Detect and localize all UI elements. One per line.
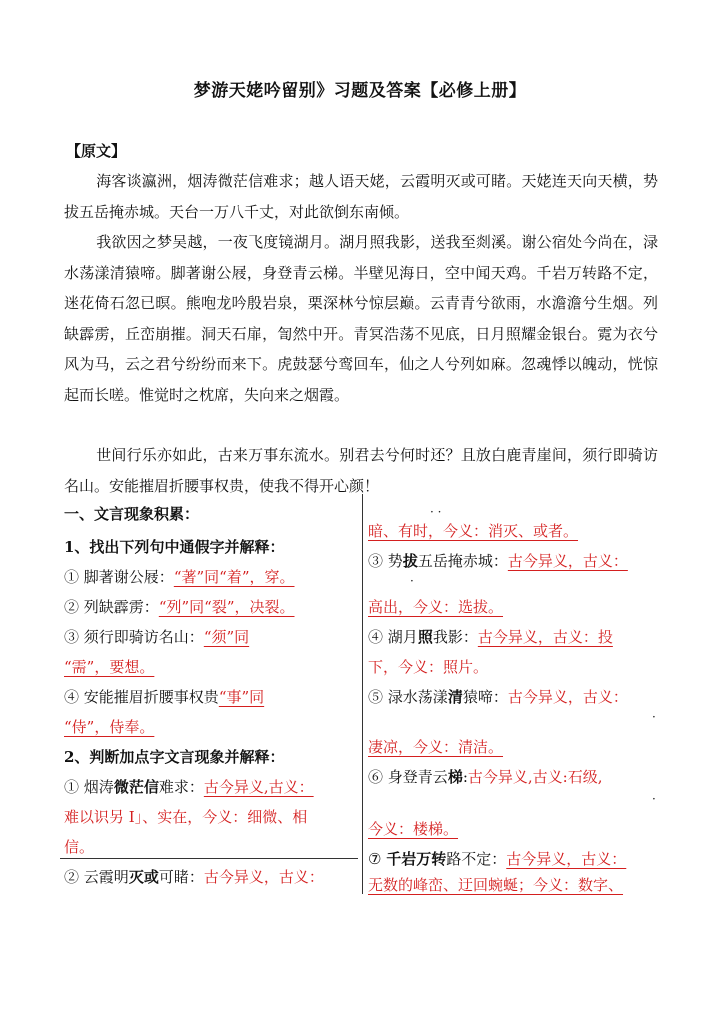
q2-item-2-pre: 云霞明 xyxy=(83,868,129,886)
q2-item-7-post: 路不定： xyxy=(446,850,507,868)
q2-item-4-post: 我影： xyxy=(432,628,478,646)
q1-item-1-num: ① xyxy=(64,568,80,586)
q2-item-7-num: ⑦ xyxy=(368,850,382,868)
emphasis-dot: · xyxy=(652,710,656,724)
q1-item-2-text: 列缺霹雳： xyxy=(83,598,159,616)
paragraph-3-text: 世间行乐亦如此，古来万事东流水。别君去兮何时还？且放白鹿青崖间，须行即骑访名山。安能摧眉折腰事权贵，使我不得开心颜！ xyxy=(64,446,658,495)
q2-item-4 xyxy=(368,626,613,647)
q2-item-1 xyxy=(64,776,314,797)
q2-item-4-answer-2: 下，今义：照片。 xyxy=(368,658,489,676)
original-text-heading: 【原文】 xyxy=(66,142,127,160)
q2-item-4-mark: 照 xyxy=(417,628,433,646)
q2-item-3-pre: 势 xyxy=(387,552,403,570)
q1-item-3-cont: “需”，要想。 xyxy=(64,658,155,676)
q1-item-4-cont: “侍”，侍奉。 xyxy=(64,718,155,736)
q1-item-3 xyxy=(64,626,249,647)
q2-item-6-post: : xyxy=(462,768,468,786)
emphasis-dots: · · xyxy=(430,505,442,519)
original-paragraph-2 xyxy=(64,227,658,410)
q2-item-1-post: 难求： xyxy=(158,778,204,796)
q1-item-4 xyxy=(64,686,264,707)
q2-item-4-pre: 湖月 xyxy=(387,628,418,646)
left-row-rule xyxy=(60,858,358,859)
emphasis-dot: · xyxy=(652,792,656,806)
column-divider xyxy=(362,494,363,894)
q2-item-2-num: ② xyxy=(64,868,80,886)
q1-item-1-answer: “著”同“着”，穿。 xyxy=(173,568,295,586)
q2-item-1-answer-2: 难以识另 I」、实在，今义：细微、相 xyxy=(64,808,308,826)
q1-item-1-text: 脚著谢公屐： xyxy=(83,568,174,586)
q2-item-2 xyxy=(64,866,324,887)
right-cont-0: 暗、有时，今义：消灭、或者。 xyxy=(368,522,579,540)
q2-item-3-mark: 拔 xyxy=(402,552,418,570)
q2-item-1-num: ① xyxy=(64,778,80,796)
q2-item-7 xyxy=(368,848,626,869)
q1-heading: 1、找出下列句中通假字并解释： xyxy=(64,538,285,556)
emphasis-dot: · xyxy=(410,574,414,588)
q2-item-3-answer-2: 高出，今义：选拔。 xyxy=(368,598,504,616)
q2-item-1-answer-3: 信。 xyxy=(64,838,95,856)
document-title: 梦游天姥吟留别》习题及答案【必修上册】 xyxy=(193,81,527,101)
q2-heading: 2、判断加点字文言现象并解释： xyxy=(64,748,285,766)
q1-item-4-answer-1: “事”同 xyxy=(218,688,265,706)
q2-item-3-post: 五岳掩赤城： xyxy=(417,552,508,570)
q1-item-1 xyxy=(64,566,295,587)
q2-item-7-answer-1: 古今异义，古义： xyxy=(506,850,627,868)
q2-item-7-answer-2: 无数的峰峦、迂回蜿蜒；今义：数字、 xyxy=(368,876,624,894)
paragraph-2-text: 我欲因之梦吴越，一夜飞度镜湖月。湖月照我影，送我至剡溪。谢公宿处今尚在，渌水荡漾清猿啼。脚著谢公屐，身登青云梯。半壁见海日，空中闻天鸡。千岩万转路不定，迷花倚石忽已暝。熊咆龙吟殷岩泉，栗深林兮惊层巅。云青青兮欲雨，水澹澹兮生烟。列缺霹雳，丘峦崩摧。洞天石扉，訇然中开。青冥浩荡不见底，日月照耀金银台。霓为衣兮风为马，云之君兮纷纷而来下。虎鼓瑟兮鸾回车，仙之人兮列如麻。忽魂悸以魄动，恍惊起而长嗟。惟觉时之枕席，失向来之烟霞。 xyxy=(64,233,658,404)
q1-item-4-num: ④ xyxy=(64,688,80,706)
q2-item-5-pre: 渌水荡漾 xyxy=(387,688,448,706)
q1-item-2 xyxy=(64,596,295,617)
q2-item-6 xyxy=(368,766,602,787)
q2-item-5-mark: 清 xyxy=(447,688,463,706)
q1-item-3-num: ③ xyxy=(64,628,80,646)
q2-item-2-post: 可睹： xyxy=(158,868,204,886)
q2-item-5-answer-1: 古今异义，古义： xyxy=(507,688,628,706)
q2-item-3-num: ③ xyxy=(368,552,384,570)
q2-item-1-answer-1: 古今异义,古义： xyxy=(203,778,314,796)
q1-item-3-answer-1: “须”同 xyxy=(203,628,250,646)
q2-item-7-mark: 千岩万转 xyxy=(386,850,447,868)
original-paragraph-3 xyxy=(64,440,658,501)
q2-item-4-answer-1: 古今异义，古义：投 xyxy=(477,628,613,646)
q2-item-6-pre: 身登青云 xyxy=(387,768,448,786)
q2-item-6-mark: 梯 xyxy=(447,768,463,786)
q2-item-6-answer-2: 今义：楼梯。 xyxy=(368,820,459,838)
q2-item-3 xyxy=(368,550,628,571)
q2-item-3-answer-1: 古今异义，古义： xyxy=(507,552,628,570)
q2-item-6-num: ⑥ xyxy=(368,768,384,786)
original-paragraph-1 xyxy=(64,166,658,227)
q2-item-6-answer-1: 古今异义,古义:石级, xyxy=(467,768,603,786)
q2-item-4-num: ④ xyxy=(368,628,384,646)
q2-item-2-mark: 灭或 xyxy=(128,868,159,886)
q2-item-5-post: 猿啼： xyxy=(462,688,508,706)
q2-item-1-mark: 微茫信 xyxy=(113,778,159,796)
q2-item-5 xyxy=(368,686,628,707)
q2-item-1-pre: 烟涛 xyxy=(83,778,114,796)
q1-item-2-num: ② xyxy=(64,598,80,616)
paragraph-1-text: 海客谈瀛洲，烟涛微茫信难求；越人语天姥，云霞明灭或可睹。天姥连天向天横，势拔五岳掩赤城。天台一万八千丈，对此欲倒东南倾。 xyxy=(64,172,658,221)
q2-item-5-answer-2: 凄凉，今义：清洁。 xyxy=(368,738,504,756)
q1-item-3-text: 须行即骑访名山： xyxy=(83,628,204,646)
q2-item-5-num: ⑤ xyxy=(368,688,384,706)
section-1-heading: 一、文言现象积累： xyxy=(64,505,200,523)
q1-item-2-answer: “列”同“裂”，决裂。 xyxy=(158,598,295,616)
q2-item-2-answer-1: 古今异义，古义： xyxy=(203,868,324,886)
q1-item-4-text: 安能摧眉折腰事权贵 xyxy=(83,688,219,706)
